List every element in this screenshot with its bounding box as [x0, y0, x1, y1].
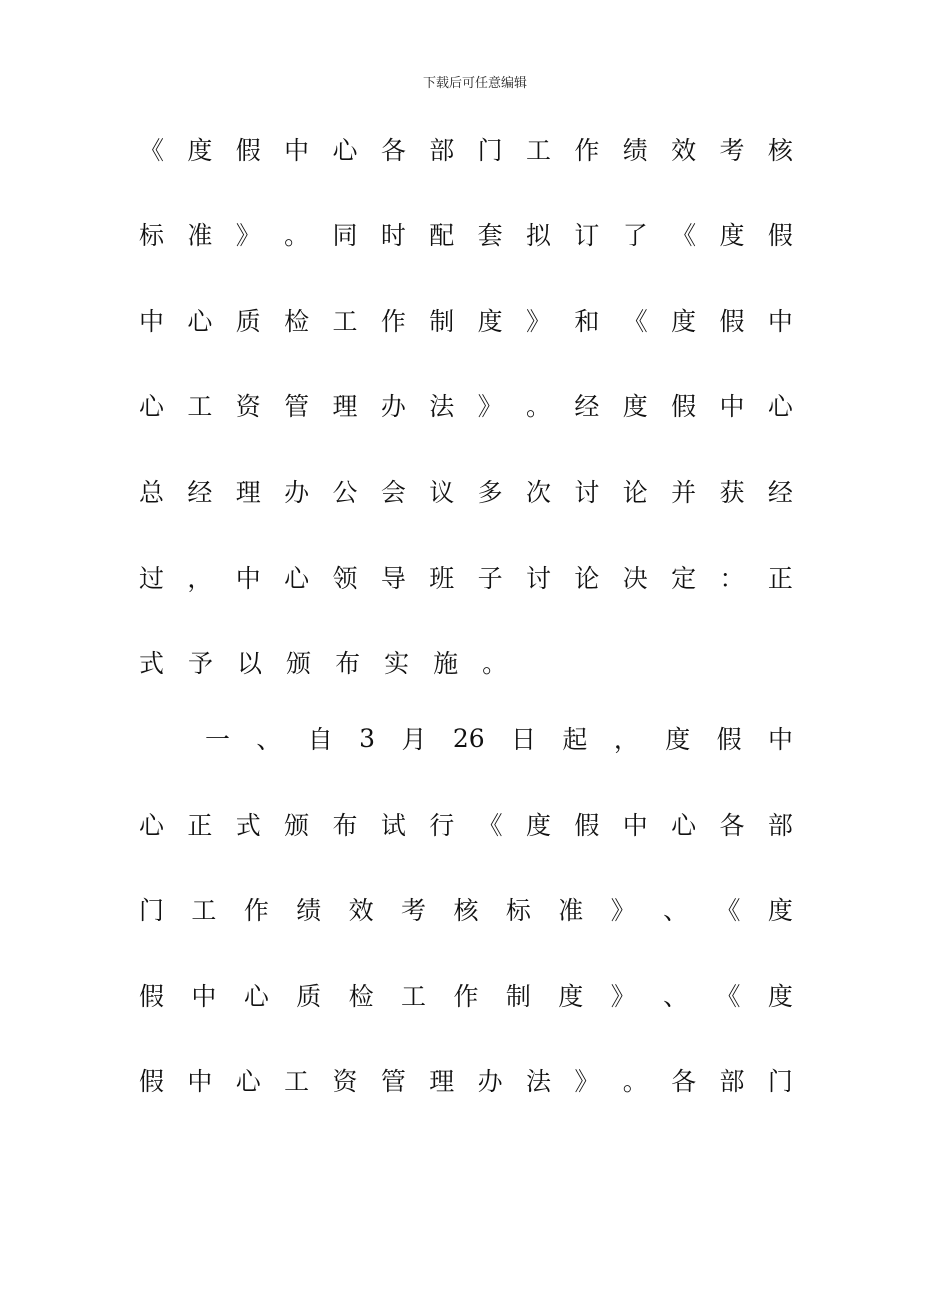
text-glyph: 、 [663, 896, 689, 925]
text-glyph: 心 [243, 982, 269, 1011]
text-glyph: 质 [296, 982, 322, 1011]
text-glyph: 办 [477, 1067, 503, 1096]
text-glyph: 办 [284, 478, 310, 507]
text-glyph: 中 [622, 811, 648, 840]
text-glyph: 管 [380, 1067, 406, 1096]
text-line-5 [139, 474, 793, 508]
text-glyph: 》 [526, 307, 552, 336]
text-glyph: 心 [767, 392, 793, 421]
text-glyph: 时 [380, 221, 406, 250]
text-glyph: 各 [671, 1067, 697, 1096]
text-glyph: 施 [433, 649, 459, 678]
text-glyph: 正 [187, 811, 213, 840]
text-glyph: 。 [482, 649, 508, 678]
text-glyph: 实 [384, 649, 410, 678]
text-glyph: 心 [187, 307, 213, 336]
text-glyph: 子 [477, 564, 503, 593]
text-glyph: 理 [332, 392, 358, 421]
text-glyph: 中 [187, 1067, 213, 1096]
text-glyph: 度 [719, 221, 745, 250]
text-glyph: 公 [332, 478, 358, 507]
text-glyph: 》 [235, 221, 261, 250]
text-glyph: 领 [332, 564, 358, 593]
text-glyph: 《 [671, 221, 697, 250]
text-glyph: 门 [767, 1067, 793, 1096]
text-glyph: 《 [139, 136, 165, 165]
text-glyph: 日 [511, 725, 537, 754]
text-glyph: 获 [719, 478, 745, 507]
text-glyph: 制 [429, 307, 455, 336]
text-line-8 [205, 721, 793, 755]
text-glyph: 中 [235, 564, 261, 593]
text-glyph: 、 [663, 982, 689, 1011]
text-glyph: 行 [429, 811, 455, 840]
text-glyph: 中 [191, 982, 217, 1011]
text-glyph: 颁 [286, 649, 312, 678]
text-glyph: 同 [332, 221, 358, 250]
text-line-7 [139, 645, 793, 679]
text-line-6 [139, 560, 793, 594]
text-glyph: 。 [526, 392, 552, 421]
text-line-10 [139, 892, 793, 926]
text-glyph: 试 [380, 811, 406, 840]
text-glyph: 》 [610, 896, 636, 925]
text-glyph: 理 [235, 478, 261, 507]
text-glyph: 心 [139, 811, 165, 840]
text-glyph: 经 [187, 478, 213, 507]
text-glyph: 导 [380, 564, 406, 593]
text-glyph: 度 [767, 896, 793, 925]
text-glyph: 《 [715, 896, 741, 925]
text-glyph: 绩 [296, 896, 322, 925]
text-glyph: 中 [139, 307, 165, 336]
text-line-4 [139, 388, 793, 422]
text-glyph: 了 [622, 221, 648, 250]
text-line-2 [139, 217, 793, 251]
page-header: 下载后可任意编辑 [422, 76, 527, 91]
text-glyph: 作 [243, 896, 269, 925]
text-glyph: 26 [452, 723, 485, 753]
text-glyph: 核 [453, 896, 479, 925]
text-glyph: 经 [767, 478, 793, 507]
text-glyph: 套 [477, 221, 503, 250]
text-glyph: 工 [191, 896, 217, 925]
text-glyph: 各 [380, 136, 406, 165]
text-glyph: 度 [477, 307, 503, 336]
text-glyph: 讨 [526, 564, 552, 593]
text-line-9 [139, 807, 793, 841]
text-glyph: 部 [719, 1067, 745, 1096]
text-glyph: 心 [332, 136, 358, 165]
text-glyph: ， [187, 564, 213, 593]
text-glyph: 核 [767, 136, 793, 165]
text-glyph: 假 [574, 811, 600, 840]
text-glyph: 布 [335, 649, 361, 678]
text-glyph: 心 [235, 1067, 261, 1096]
text-glyph: 工 [284, 1067, 310, 1096]
text-glyph: 理 [429, 1067, 455, 1096]
text-glyph: 以 [237, 649, 263, 678]
text-glyph: 资 [332, 1067, 358, 1096]
text-glyph: 法 [526, 1067, 552, 1096]
text-glyph: ： [719, 564, 745, 593]
text-glyph: 各 [719, 811, 745, 840]
text-line-12 [139, 1063, 793, 1097]
text-glyph: 。 [622, 1067, 648, 1096]
text-glyph: 工 [187, 392, 213, 421]
text-glyph: 度 [665, 725, 691, 754]
text-glyph: 布 [332, 811, 358, 840]
text-glyph: 订 [574, 221, 600, 250]
text-glyph: 作 [574, 136, 600, 165]
text-glyph: 《 [477, 811, 503, 840]
text-glyph: 式 [139, 649, 165, 678]
text-glyph: 予 [188, 649, 214, 678]
text-glyph: 》 [477, 392, 503, 421]
text-glyph: 标 [505, 896, 531, 925]
text-glyph: 门 [477, 136, 503, 165]
text-glyph: 多 [477, 478, 503, 507]
text-line-3 [139, 303, 793, 337]
text-glyph: 会 [380, 478, 406, 507]
text-line-1 [139, 132, 793, 166]
text-glyph: 一 [205, 725, 231, 754]
text-glyph: 作 [453, 982, 479, 1011]
text-glyph: 度 [671, 307, 697, 336]
text-glyph: 制 [505, 982, 531, 1011]
text-glyph: 假 [719, 307, 745, 336]
text-glyph: 考 [401, 896, 427, 925]
text-line-11 [139, 978, 793, 1012]
text-glyph: 定 [671, 564, 697, 593]
text-glyph: ， [613, 725, 639, 754]
text-glyph: 、 [256, 725, 282, 754]
text-glyph: 经 [574, 392, 600, 421]
text-glyph: 度 [187, 136, 213, 165]
text-glyph: 办 [380, 392, 406, 421]
text-glyph: 中 [767, 725, 793, 754]
text-glyph: 论 [622, 478, 648, 507]
text-glyph: 论 [574, 564, 600, 593]
text-glyph: 讨 [574, 478, 600, 507]
text-glyph: 》 [610, 982, 636, 1011]
text-glyph: 标 [139, 221, 165, 250]
text-glyph: 假 [235, 136, 261, 165]
text-glyph: 工 [526, 136, 552, 165]
text-glyph: 总 [139, 478, 165, 507]
text-glyph: 月 [401, 725, 427, 754]
text-glyph: 中 [719, 392, 745, 421]
text-glyph: 拟 [526, 221, 552, 250]
text-glyph: 门 [139, 896, 165, 925]
text-glyph: 效 [671, 136, 697, 165]
text-glyph: 起 [562, 725, 588, 754]
text-glyph: 议 [429, 478, 455, 507]
text-glyph: 次 [526, 478, 552, 507]
text-glyph: 准 [187, 221, 213, 250]
text-glyph: 法 [429, 392, 455, 421]
text-glyph: 假 [139, 1067, 165, 1096]
text-glyph: 作 [380, 307, 406, 336]
text-glyph: 假 [139, 982, 165, 1011]
text-glyph: 假 [716, 725, 742, 754]
text-glyph: 决 [622, 564, 648, 593]
text-glyph: 3 [359, 723, 376, 753]
text-glyph: 《 [622, 307, 648, 336]
text-glyph: 假 [767, 221, 793, 250]
text-glyph: 班 [429, 564, 455, 593]
text-glyph: 部 [767, 811, 793, 840]
text-glyph: 资 [235, 392, 261, 421]
text-glyph: 并 [671, 478, 697, 507]
text-glyph: 度 [622, 392, 648, 421]
text-glyph: 》 [574, 1067, 600, 1096]
text-glyph: 度 [767, 982, 793, 1011]
text-glyph: 过 [139, 564, 165, 593]
text-glyph: 自 [307, 725, 333, 754]
text-glyph: 心 [671, 811, 697, 840]
text-glyph: 考 [719, 136, 745, 165]
text-glyph: 心 [284, 564, 310, 593]
text-glyph: 绩 [622, 136, 648, 165]
text-glyph: 部 [429, 136, 455, 165]
text-glyph: 质 [235, 307, 261, 336]
text-glyph: 管 [284, 392, 310, 421]
text-glyph: 和 [574, 307, 600, 336]
text-glyph: 度 [558, 982, 584, 1011]
text-glyph: 式 [235, 811, 261, 840]
text-glyph: 效 [348, 896, 374, 925]
text-glyph: 工 [401, 982, 427, 1011]
text-glyph: 检 [348, 982, 374, 1011]
text-glyph: 正 [767, 564, 793, 593]
text-glyph: 度 [526, 811, 552, 840]
text-glyph: 颁 [284, 811, 310, 840]
text-glyph: 准 [558, 896, 584, 925]
text-glyph: 配 [429, 221, 455, 250]
text-glyph: 中 [284, 136, 310, 165]
text-glyph: 《 [715, 982, 741, 1011]
text-glyph: 心 [139, 392, 165, 421]
text-glyph: 。 [284, 221, 310, 250]
text-glyph: 假 [671, 392, 697, 421]
text-glyph: 中 [767, 307, 793, 336]
text-glyph: 工 [332, 307, 358, 336]
text-glyph: 检 [284, 307, 310, 336]
